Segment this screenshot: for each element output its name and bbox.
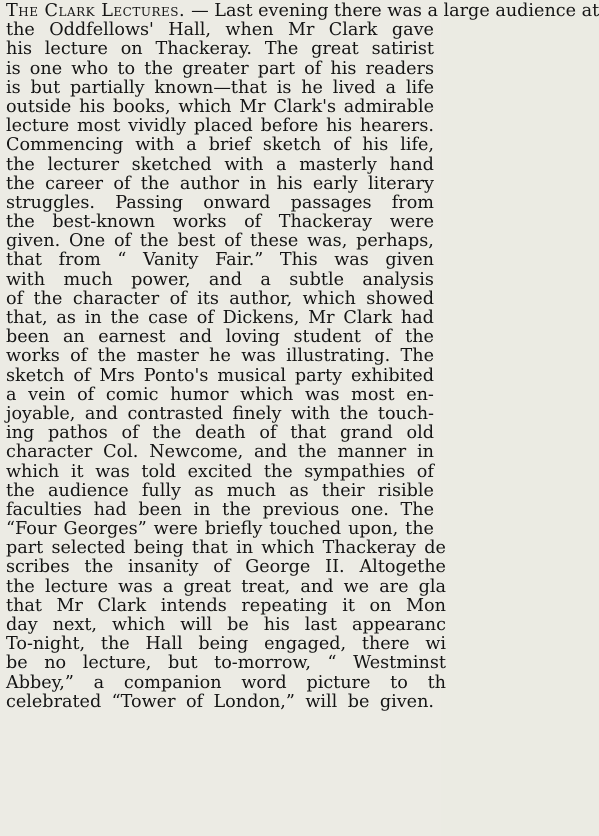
article-line: faculties had been in the previous one. The — [6, 499, 434, 520]
article-line: with much power, and a subtle analysis — [6, 269, 434, 290]
article-line: that Mr Clark intends repeating it on Mon — [6, 595, 446, 616]
article-line: the best-known works of Thackeray were — [6, 212, 434, 233]
article-line: struggles. Passing onward passages from — [6, 192, 434, 213]
article-line: is but partially known—that is he lived a life — [6, 77, 434, 98]
article-headline: The Clark Lectures. — [6, 1, 186, 21]
article-line: sketch of Mrs Ponto's musical party exhibited — [6, 365, 434, 386]
article-line: joyable, and contrasted finely with the touch- — [6, 403, 434, 424]
article-line: the career of the author in his early literary — [6, 173, 434, 194]
article-line: Commencing with a brief sketch of his life, — [6, 135, 434, 156]
article-line: that, as in the case of Dickens, Mr Clark had — [6, 308, 434, 328]
article-line: a vein of comic humor which was most en- — [6, 384, 434, 405]
article-line: his lecture on Thackeray. The great satirist — [6, 39, 434, 60]
article-line: be no lecture, but to-morrow, “ Westminst — [6, 653, 446, 674]
article-line: scribes the insanity of George II. Altogethe — [6, 557, 446, 578]
article-line: given. One of the best of these was, perhaps, — [6, 231, 434, 252]
article-line: Abbey,” a companion word picture to th — [6, 672, 446, 693]
article-line: of the character of its author, which showed — [6, 288, 434, 309]
article-line: the lecture was a great treat, and we are gla — [6, 576, 446, 597]
article-line: day next, which will be his last appearanc — [6, 615, 446, 635]
article-line: outside his books, which Mr Clark's admirable — [6, 96, 434, 117]
article-first-line — [6, 1, 599, 21]
article-line: character Col. Newcome, and the manner in — [6, 442, 434, 463]
article-line: celebrated “Tower of London,” will be given. — [6, 691, 434, 712]
article-line: is one who to the greater part of his readers — [6, 58, 434, 79]
article-line: part selected being that in which Thackeray de — [6, 538, 446, 559]
article-line: that from “ Vanity Fair.” This was given — [6, 250, 434, 271]
article-line: the Oddfellows' Hall, when Mr Clark gave — [6, 20, 434, 41]
article-line: which it was told excited the sympathies of — [6, 461, 434, 482]
article-line: — Last evening there was a large audience at — [191, 1, 599, 21]
article-line: the lecturer sketched with a masterly hand — [6, 154, 434, 175]
article-line: works of the master he was illustrating. The — [6, 346, 434, 367]
article-line: ing pathos of the death of that grand old — [6, 423, 434, 444]
article-line: the audience fully as much as their risible — [6, 480, 434, 501]
article-column — [6, 1, 599, 712]
article-line: To-night, the Hall being engaged, there wi — [6, 634, 446, 655]
article-line: lecture most vividly placed before his hearers. — [6, 116, 434, 137]
article-line: been an earnest and loving student of the — [6, 327, 434, 348]
article-line: “Four Georges” were briefly touched upon, the — [6, 519, 434, 540]
